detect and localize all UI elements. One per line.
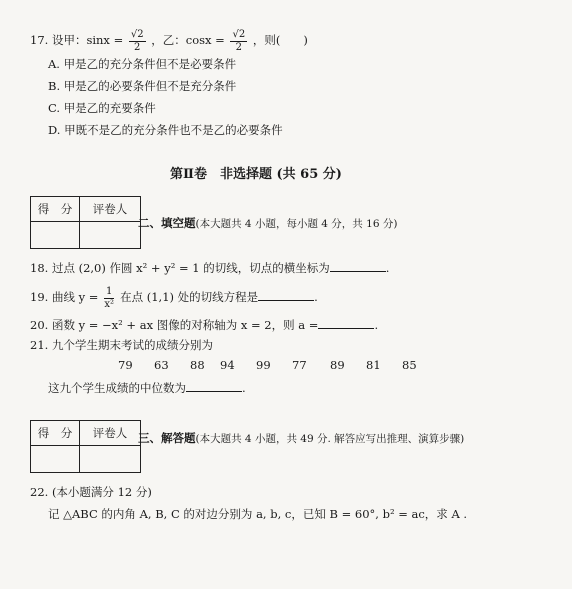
q17-option-a: A. 甲是乙的充分条件但不是必要条件 <box>48 57 237 71</box>
section-solve-heading: 三、解答题(本大题共 4 小题，共 49 分. 解答应写出推理、演算步骤) <box>138 431 465 445</box>
q22-text: 记 △ABC 的内角 A, B, C 的对边分别为 a, b, c，已知 B = 60°, b² = ac，求 A . <box>48 507 468 521</box>
q17-fraction-1: $\frac{√2}{2}$ <box>130 28 144 53</box>
score-table-solve <box>30 420 141 473</box>
score-value: 79 <box>118 358 133 372</box>
q19: 19. 曲线 y = $\frac{1}{\text{x²}}$ 在点 (1,1) 处的切线方程是 . <box>30 285 318 310</box>
q22-title: 22. (本小题满分 12 分) <box>30 485 152 499</box>
score-value: 63 <box>154 358 169 372</box>
score-cell[interactable] <box>31 222 80 249</box>
score-value: 85 <box>402 358 417 372</box>
grader-header: 评卷人 <box>80 197 141 222</box>
q17-option-d: D. 甲既不是乙的充分条件也不是乙的必要条件 <box>48 123 283 137</box>
score-table-fill <box>30 196 141 249</box>
q19-fraction: $\frac{1}{\text{x²}}$ <box>104 285 115 310</box>
q17-stem: 17. 设甲：sinx = $\frac{√2}{2}$ ，乙：cosx = $\frac{√2}{2}$ ，则( ) <box>30 28 308 53</box>
score-value: 77 <box>292 358 307 372</box>
q17-option-c: C. 甲是乙的充要条件 <box>48 101 156 115</box>
q19-answer-blank[interactable] <box>258 290 314 301</box>
grader-cell[interactable] <box>80 222 141 249</box>
grader-cell[interactable] <box>80 446 141 473</box>
q17-option-b: B. 甲是乙的必要条件但不是充分条件 <box>48 79 237 93</box>
part2-title: 第Ⅱ卷 非选择题 (共 65 分) <box>170 167 342 182</box>
section-fill-heading: 二、填空题(本大题共 4 小题，每小题 4 分，共 16 分) <box>138 216 398 230</box>
q21: 21. 九个学生期末考试的成绩分别为 <box>30 338 213 352</box>
score-value: 88 <box>190 358 205 372</box>
q21-question: 这九个学生成绩的中位数为 . <box>48 381 246 395</box>
score-header: 得 分 <box>31 421 80 446</box>
grader-header: 评卷人 <box>80 421 141 446</box>
q18: 18. 过点 (2,0) 作圆 x² + y² = 1 的切线，切点的横坐标为 . <box>30 261 390 275</box>
q21-scores <box>118 358 417 372</box>
score-cell[interactable] <box>31 446 80 473</box>
q18-answer-blank[interactable] <box>330 261 386 272</box>
score-value: 99 <box>256 358 271 372</box>
score-header: 得 分 <box>31 197 80 222</box>
score-value: 89 <box>330 358 345 372</box>
score-value: 94 <box>220 358 235 372</box>
q17-fraction-2: $\frac{√2}{2}$ <box>232 28 246 53</box>
score-value: 81 <box>366 358 381 372</box>
q20: 20. 函数 y = −x² + ax 图像的对称轴为 x = 2，则 a = . <box>30 318 379 332</box>
q21-answer-blank[interactable] <box>186 381 242 392</box>
q20-answer-blank[interactable] <box>318 318 374 329</box>
